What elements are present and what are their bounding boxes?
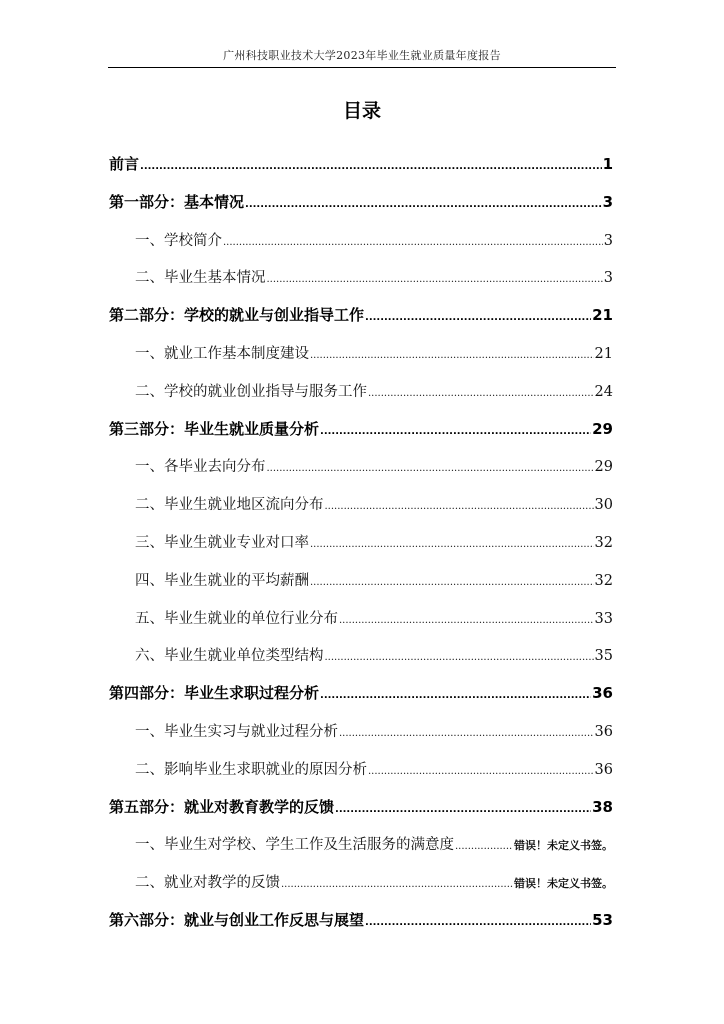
toc-entry-label: 四、毕业生就业的平均薪酬: [135, 572, 309, 589]
toc-entry-section[interactable]: [109, 304, 613, 326]
toc-dot-leader: [140, 161, 602, 172]
toc-entry-label: 五、毕业生就业的单位行业分布: [135, 610, 338, 627]
toc-entry-page: 1: [602, 155, 613, 173]
toc-dot-leader: [267, 274, 603, 285]
toc-entry-label: 二、毕业生就业地区流向分布: [135, 497, 324, 514]
toc-entry-subsection[interactable]: [135, 493, 613, 515]
toc-dot-leader: [310, 577, 594, 588]
toc-entry-page: 36: [594, 761, 613, 778]
toc-entry-label: 六、毕业生就业单位类型结构: [135, 648, 324, 665]
toc-entry-section[interactable]: [109, 796, 613, 818]
toc-entry-page: 21: [594, 346, 613, 362]
toc-entry-subsection[interactable]: [135, 833, 613, 855]
toc-entry-label: 第五部分：就业对教育教学的反馈: [109, 797, 335, 816]
page-header: 广州科技职业技术大学2023年毕业生就业质量年度报告: [223, 49, 501, 62]
toc-entry-subsection[interactable]: [135, 871, 613, 893]
toc-entry-label: 二、就业对教学的反馈: [135, 875, 280, 892]
toc-entry-label: 一、就业工作基本制度建设: [135, 346, 309, 362]
toc-entry-subsection[interactable]: [135, 229, 613, 251]
toc-dot-leader: [455, 841, 513, 852]
toc-entry-subsection[interactable]: [135, 607, 613, 629]
toc-entry-label: 第六部分：就业与创业工作反思与展望: [109, 911, 365, 929]
toc-entry-label: 第二部分：学校的就业与创业指导工作: [109, 306, 365, 325]
toc-dot-leader: [281, 879, 513, 890]
toc-entry-label: 一、毕业生实习与就业过程分析: [135, 724, 338, 740]
toc-entry-label: 二、学校的就业创业指导与服务工作: [135, 383, 367, 400]
toc-entry-subsection[interactable]: [135, 342, 613, 364]
toc-entry-label: 二、影响毕业生求职就业的原因分析: [135, 761, 367, 778]
toc-entry-subsection[interactable]: [135, 644, 613, 666]
toc-entry-label: 第一部分：基本情况: [109, 192, 245, 211]
toc-entry-subsection[interactable]: [135, 531, 613, 553]
toc-entry-subsection[interactable]: [135, 380, 613, 402]
toc-entry-section[interactable]: [109, 909, 613, 931]
toc-entry-page: 36: [594, 724, 613, 740]
toc-dot-leader: [368, 766, 594, 777]
toc-entry-page: 错误！未定义书签。: [514, 877, 613, 891]
toc-entry-page: 32: [594, 572, 613, 589]
toc-title: 目录: [342, 100, 381, 122]
toc-entry-page: 3: [603, 270, 613, 287]
toc-dot-leader: [325, 652, 594, 663]
toc-dot-leader: [223, 237, 603, 248]
toc-dot-leader: [365, 917, 591, 928]
toc-entry-label: 第三部分：毕业生就业质量分析: [109, 419, 320, 438]
toc-entry-page: 3: [603, 232, 613, 249]
toc-entry-page: 3: [602, 192, 613, 211]
toc-entry-page: 30: [594, 497, 613, 514]
toc-entry-page: 35: [594, 648, 613, 665]
toc-dot-leader: [267, 463, 594, 474]
toc-dot-leader: [368, 388, 594, 399]
toc-dot-leader: [365, 312, 591, 323]
toc-entry-page: 错误！未定义书签。: [514, 839, 613, 853]
toc-dot-leader: [310, 539, 594, 550]
toc-entry-page: 24: [594, 383, 613, 400]
toc-entry-page: 32: [594, 535, 613, 551]
toc-entry-section[interactable]: [109, 682, 613, 704]
toc-dot-leader: [339, 728, 594, 739]
toc-entry-section[interactable]: [109, 418, 613, 440]
toc-entry-label: 二、毕业生基本情况: [135, 270, 266, 287]
toc-entry-subsection[interactable]: [135, 266, 613, 288]
toc-entry-subsection[interactable]: [135, 758, 613, 780]
toc-entry-page: 33: [594, 610, 613, 627]
toc-dot-leader: [310, 350, 594, 361]
toc-dot-leader: [320, 690, 591, 701]
toc-entry-label: 前言: [109, 155, 140, 173]
toc-entry-label: 三、毕业生就业专业对口率: [135, 535, 309, 551]
toc-entry-page: 36: [592, 684, 613, 703]
toc-entry-page: 21: [592, 306, 613, 325]
toc-entry-label: 一、学校简介: [135, 232, 222, 249]
toc-entry-section[interactable]: [109, 153, 613, 175]
toc-entry-subsection[interactable]: [135, 455, 613, 477]
toc-entry-label: 一、毕业生对学校、学生工作及生活服务的满意度: [135, 837, 454, 854]
toc-entry-page: 29: [592, 419, 613, 438]
toc-dot-leader: [339, 615, 594, 626]
toc-dot-leader: [335, 804, 591, 815]
toc-entry-label: 第四部分：毕业生求职过程分析: [109, 684, 320, 703]
toc-entry-page: 38: [592, 797, 613, 816]
toc-entry-label: 一、各毕业去向分布: [135, 459, 266, 476]
toc-entry-subsection[interactable]: [135, 569, 613, 591]
toc-entry-page: 29: [594, 459, 613, 476]
toc-entry-subsection[interactable]: [135, 720, 613, 742]
toc-entry-section[interactable]: [109, 191, 613, 213]
toc-dot-leader: [325, 501, 594, 512]
toc-entry-page: 53: [592, 911, 613, 929]
toc-dot-leader: [245, 199, 602, 210]
toc-dot-leader: [320, 426, 591, 437]
